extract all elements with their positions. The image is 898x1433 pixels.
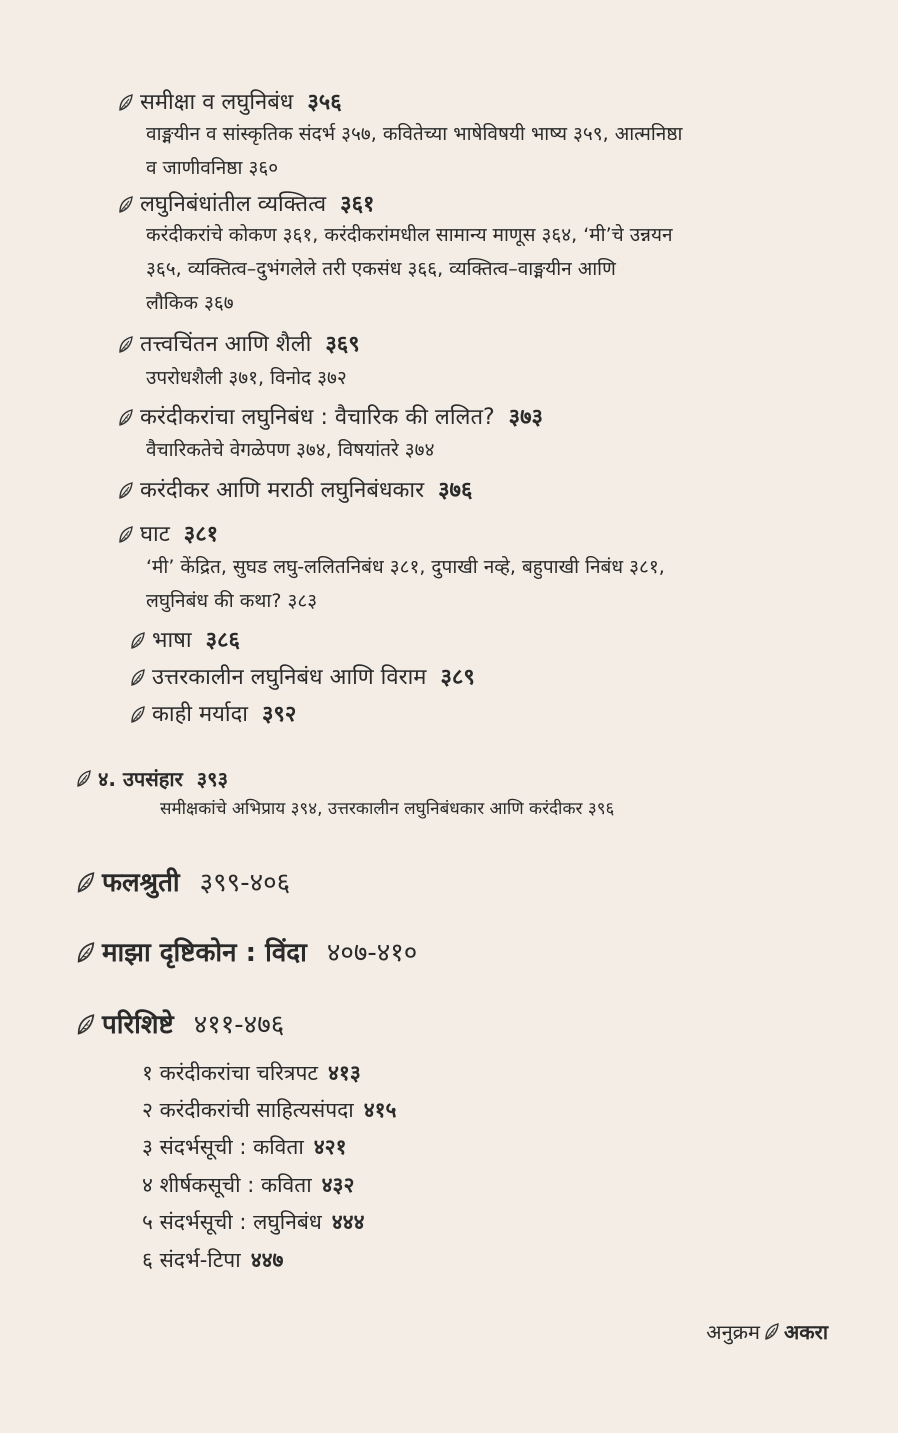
chapter-title: ४. उपसंहार xyxy=(98,767,183,791)
section-title: लघुनिबंधांतील व्यक्तित्व xyxy=(140,192,327,217)
section-title: उत्तरकालीन लघुनिबंध आणि विराम xyxy=(152,665,427,690)
subtopics xyxy=(160,794,614,824)
appendix-label: २ करंदीकरांची साहित्यसंपदा xyxy=(142,1098,354,1122)
page-number: ३६१ xyxy=(340,192,375,217)
major-title: माझा दृष्टिकोन : विंदा xyxy=(102,938,307,968)
appendix-item xyxy=(142,1095,396,1125)
section-heading xyxy=(130,663,475,693)
page-range: ४०७-४१० xyxy=(326,938,418,968)
appendix-item xyxy=(142,1245,283,1275)
appendix-label: ५ संदर्भसूची : लघुनिबंध xyxy=(142,1210,322,1234)
footer-label: अनुक्रम xyxy=(706,1320,760,1344)
subtopic-line: लौकिक ३६७ xyxy=(146,292,234,314)
major-title: परिशिष्टे xyxy=(102,1010,174,1040)
page-number: ३८९ xyxy=(440,665,475,690)
page-number: ४२१ xyxy=(313,1135,347,1159)
appendix-label: ३ संदर्भसूची : कविता xyxy=(142,1135,304,1159)
leaf-icon xyxy=(130,632,146,650)
section-title: समीक्षा व लघुनिबंध xyxy=(140,90,294,115)
section-title: तत्त्वचिंतन आणि शैली xyxy=(140,332,312,357)
subtopic-line: ‘मी’ केंद्रित, सुघड लघु-ललितनिबंध ३८१, दुपाखी नव्हे, बहुपाखी निबंध ३८१, xyxy=(146,556,665,578)
page-range: ३९९-४०६ xyxy=(199,868,291,898)
subtopics xyxy=(146,361,347,395)
subtopic-line: ३६५, व्यक्तित्व–दुभंगलेले तरी एकसंध ३६६, व्यक्तित्व–वाङ्मयीन आणि xyxy=(146,258,616,280)
appendix-item xyxy=(142,1207,365,1237)
section-title: काही मर्यादा xyxy=(152,702,248,727)
subtopic-line: व जाणीवनिष्ठा ३६० xyxy=(146,157,279,179)
leaf-icon xyxy=(130,706,146,724)
appendix-item xyxy=(142,1058,361,1088)
section-heading xyxy=(118,520,218,550)
page-number: ४४७ xyxy=(250,1248,284,1272)
leaf-icon xyxy=(118,482,134,500)
leaf-icon xyxy=(764,1323,780,1341)
page-footer xyxy=(706,1318,828,1345)
page-number: ३७६ xyxy=(438,478,473,503)
major-heading xyxy=(76,938,417,968)
page-number: ४१५ xyxy=(363,1098,397,1122)
page-number: ४३२ xyxy=(321,1173,355,1197)
subtopic-line: समीक्षकांचे अभिप्राय ३९४, उत्तरकालीन लघुनिबंधकार आणि करंदीकर ३९६ xyxy=(160,799,615,819)
leaf-icon xyxy=(76,942,96,964)
section-heading xyxy=(130,626,240,656)
subtopic-line: करंदीकरांचे कोकण ३६१, करंदीकरांमधील सामान्य माणूस ३६४, ‘मी’चे उन्नयन xyxy=(146,224,673,246)
page-number: ४४४ xyxy=(331,1210,365,1234)
section-title: भाषा xyxy=(152,628,192,653)
appendix-label: १ करंदीकरांचा चरित्रपट xyxy=(142,1061,318,1085)
appendix-item xyxy=(142,1170,354,1200)
page-number: ४१३ xyxy=(327,1061,361,1085)
subtopics xyxy=(146,550,665,618)
subtopic-line: वैचारिकतेचे वेगळेपण ३७४, विषयांतरे ३७४ xyxy=(146,439,435,461)
major-title: फलश्रुती xyxy=(102,868,180,898)
subtopics xyxy=(146,218,673,320)
section-heading xyxy=(130,700,296,730)
page-range: ४११-४७६ xyxy=(193,1010,285,1040)
leaf-icon xyxy=(76,770,92,788)
leaf-icon xyxy=(118,526,134,544)
page-number: ३५६ xyxy=(307,90,342,115)
section-heading xyxy=(118,190,374,220)
major-heading xyxy=(76,1010,284,1040)
subtopics xyxy=(146,117,682,185)
appendix-label: ६ संदर्भ-टिपा xyxy=(142,1248,241,1272)
appendix-item xyxy=(142,1132,347,1162)
page-number: ३९२ xyxy=(261,702,297,727)
page-number: ३८६ xyxy=(205,628,240,653)
subtopic-line: उपरोधशैली ३७१, विनोद ३७२ xyxy=(146,367,347,389)
page-number: ३७३ xyxy=(508,405,543,430)
leaf-icon xyxy=(118,409,134,427)
leaf-icon xyxy=(76,1014,96,1036)
major-heading xyxy=(76,868,290,898)
leaf-icon xyxy=(118,94,134,112)
section-title: घाट xyxy=(140,522,170,547)
chapter-heading xyxy=(76,764,228,794)
section-title: करंदीकरांचा लघुनिबंध : वैचारिक की ललित? xyxy=(140,405,495,430)
appendix-label: ४ शीर्षकसूची : कविता xyxy=(142,1173,312,1197)
section-heading xyxy=(118,88,342,118)
subtopic-line: वाङ्मयीन व सांस्कृतिक संदर्भ ३५७, कवितेच्या भाषेविषयी भाष्य ३५९, आत्मनिष्ठा xyxy=(146,123,683,145)
section-title: करंदीकर आणि मराठी लघुनिबंधकार xyxy=(140,478,425,503)
leaf-icon xyxy=(130,669,146,687)
subtopic-line: लघुनिबंध की कथा? ३८३ xyxy=(146,590,318,612)
page-number: ३६९ xyxy=(325,332,360,357)
leaf-icon xyxy=(118,336,134,354)
subtopics xyxy=(146,433,434,467)
section-heading xyxy=(118,476,472,506)
page-number: ३८१ xyxy=(183,522,219,547)
leaf-icon xyxy=(76,872,96,894)
page-number: ३९३ xyxy=(196,767,228,791)
section-heading xyxy=(118,330,360,360)
page-number-word: अकरा xyxy=(784,1320,828,1344)
leaf-icon xyxy=(118,196,134,214)
section-heading xyxy=(118,403,543,433)
